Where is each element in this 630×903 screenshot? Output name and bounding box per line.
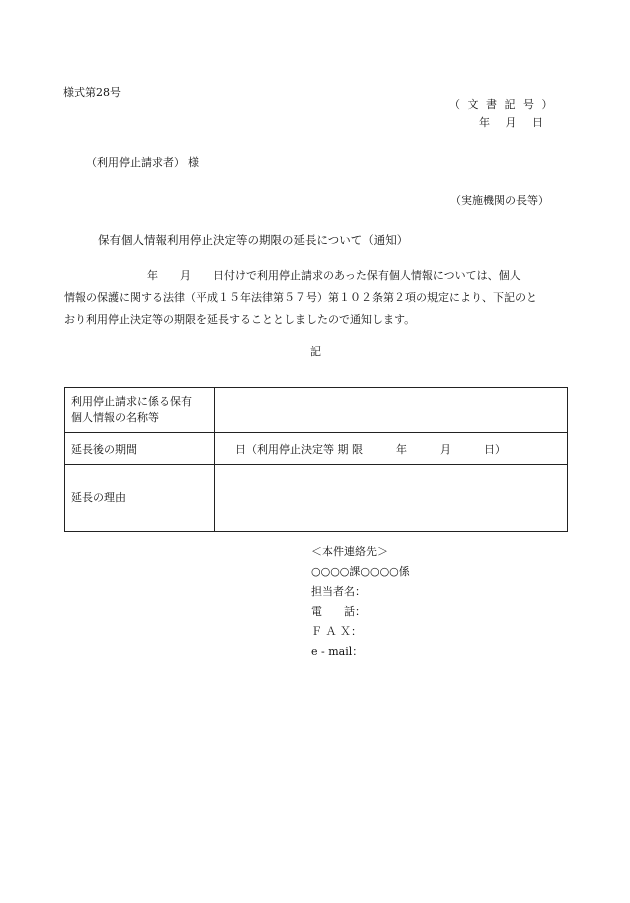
contact-email: e - mail： — [311, 645, 364, 658]
body-line-1: 年 月 日付けで利用停止請求のあった保有個人情報については、個人 — [147, 269, 521, 282]
contact-department: ○○○○課○○○○係 — [311, 565, 410, 578]
honorific: 様 — [188, 156, 199, 169]
contact-fax: Ｆ Ａ Ｘ： — [311, 625, 362, 638]
date-line: 年 月 日 — [479, 116, 543, 129]
row-label-item-name-line2: 個人情報の名称等 — [71, 411, 159, 424]
row-label-reason: 延長の理由 — [71, 491, 126, 504]
details-table — [64, 387, 568, 532]
ki-heading: 記 — [310, 345, 321, 358]
row-value-extended-period: 日（利用停止決定等 期 限 年 月 日） — [235, 443, 506, 456]
document-number: （ 文 書 記 号 ） — [449, 98, 555, 111]
body-line-3: おり利用停止決定等の期限を延長することとしましたので通知します。 — [64, 313, 416, 326]
contact-heading: ＜本件連絡先＞ — [311, 545, 388, 558]
body-line-2: 情報の保護に関する法律（平成１５年法律第５７号）第１０２条第２項の規定により、下記のと — [64, 291, 537, 304]
contact-phone: 電 話： — [311, 605, 366, 618]
row-label-item-name-line1: 利用停止請求に係る保有 — [71, 395, 192, 408]
contact-person: 担当者名： — [311, 585, 366, 598]
table-row-item-name — [65, 388, 567, 433]
table-row-extended-period — [65, 433, 567, 465]
table-row-reason — [65, 465, 567, 531]
document-title: 保有個人情報利用停止決定等の期限の延長について（通知） — [98, 233, 409, 247]
form-number: 様式第28号 — [63, 86, 121, 99]
issuer: （実施機関の長等） — [450, 194, 549, 207]
addressee: （利用停止請求者） — [86, 156, 185, 169]
row-label-extended-period: 延長後の期間 — [71, 443, 137, 456]
